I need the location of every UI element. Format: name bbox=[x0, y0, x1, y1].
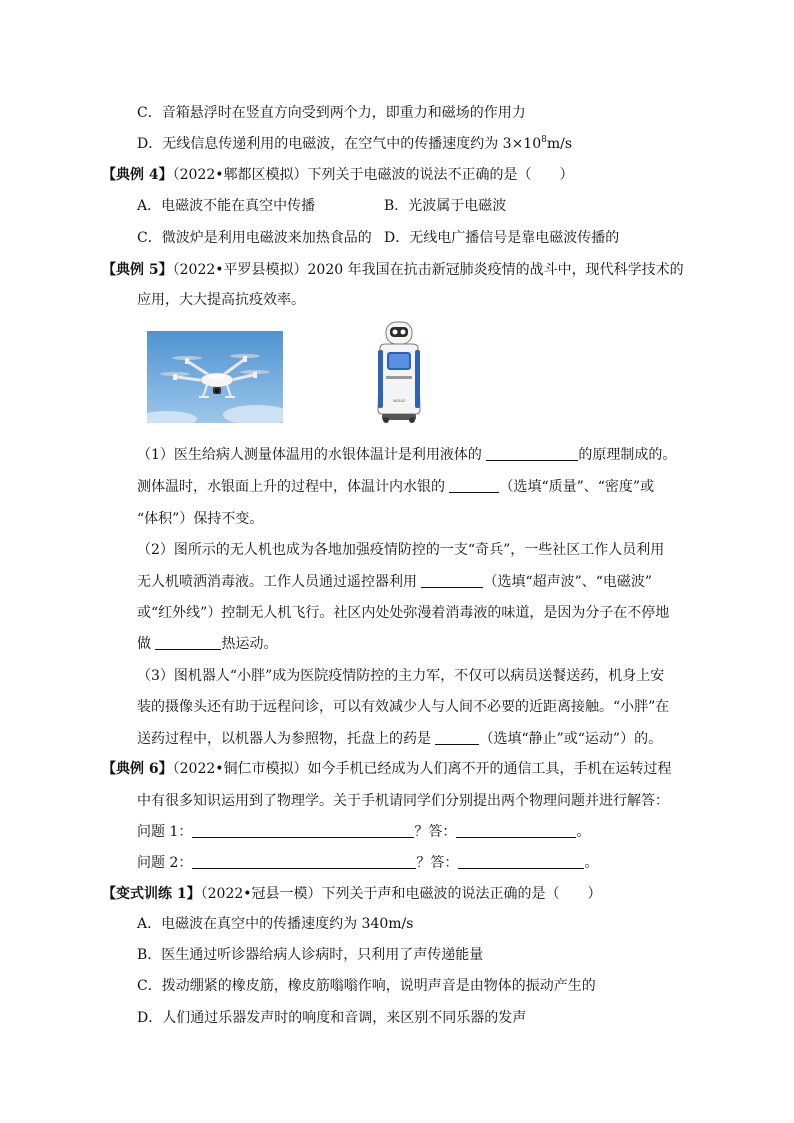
var1-option-d: D．人们通过乐器发声时的响度和音调，来区别不同乐器的发声 bbox=[137, 1010, 527, 1026]
example-4-stem: 【典例 4】（2022•郫都区模拟）下列关于电磁波的说法不正确的是（ ） bbox=[102, 167, 574, 183]
ex4-option-b: B．光波属于电磁波 bbox=[384, 198, 507, 214]
blank-q2-wave[interactable] bbox=[421, 573, 483, 588]
ex3-option-c: C．音箱悬浮时在竖直方向受到两个力，即重力和磁场的作用力 bbox=[137, 105, 526, 121]
ex5-q2-line3: 或“红外线”）控制无人机飞行。社区内处处弥漫着消毒液的味道，是因为分子在不停地 bbox=[137, 605, 670, 621]
ex4-option-a: A．电磁波不能在真空中传播 bbox=[137, 198, 316, 214]
example-6-stem: 【典例 6】（2022•铜仁市模拟）如今手机已经成为人们离不开的通信工具，手机在运转过程 bbox=[102, 761, 672, 777]
ex5-q3-line1: （3）图机器人“小胖”成为医院疫情防控的主力军，不仅可以病员送餐送药，机身上安 bbox=[137, 668, 665, 684]
variant-training-1-stem: 【变式训练 1】（2022•冠县一模）下列关于声和电磁波的说法正确的是（ ） bbox=[102, 886, 602, 902]
drone-image bbox=[147, 331, 283, 423]
ex5-q2-line4: 做 热运动。 bbox=[137, 636, 278, 652]
blank-answer-2[interactable] bbox=[458, 854, 584, 869]
blank-q2-motion[interactable] bbox=[155, 635, 221, 650]
ex5-q2-line2: 无人机喷洒消毒液。工作人员通过遥控器利用 （选填“超声波”、“电磁波” bbox=[137, 574, 653, 590]
ex5-q1-line1: （1）医生给病人测量体温用的水银体温计是利用液体的 的原理制成的。 bbox=[137, 447, 677, 463]
blank-q1-quantity[interactable] bbox=[449, 478, 499, 493]
var1-option-a: A．电磁波在真空中的传播速度约为 340m/s bbox=[137, 916, 414, 932]
blank-q3-reference[interactable] bbox=[435, 730, 479, 745]
var1-option-c: C．拨动绷紧的橡皮筋，橡皮筋嗡嗡作响，说明声音是由物体的振动产生的 bbox=[137, 978, 596, 994]
ex4-option-c: C．微波炉是利用电磁波来加热食品的 bbox=[137, 230, 372, 246]
example-5-stem-cont: 应用，大大提高抗疫效率。 bbox=[137, 292, 305, 308]
example-5-stem: 【典例 5】（2022•平罗县模拟）2020 年我国在抗击新冠肺炎疫情的战斗中，现代科学技术的 bbox=[102, 262, 684, 278]
robot-label: NGUO bbox=[393, 398, 405, 403]
ex3-option-d: D．无线信息传递利用的电磁波，在空气中的传播速度约为 $3\times 10^8m/s$ bbox=[137, 135, 573, 152]
var1-option-b: B．医生通过听诊器给病人诊病时，只利用了声传递能量 bbox=[137, 947, 484, 963]
blank-question-1[interactable] bbox=[192, 823, 414, 838]
ex6-question-2: 问题 2： ？答： 。 bbox=[137, 855, 599, 871]
robot-image bbox=[368, 318, 430, 424]
ex5-q2-line1: （2）图所示的无人机也成为各地加强疫情防控的一支“奇兵”，一些社区工作人员利用 bbox=[137, 542, 665, 558]
ex5-q1-line3: “体积”）保持不变。 bbox=[137, 511, 264, 527]
ex5-q3-line2: 装的摄像头还有助于远程问诊，可以有效减少人与人间不必要的近距离接触。“小胖”在 bbox=[137, 699, 670, 715]
ex6-question-1: 问题 1： ？答： 。 bbox=[137, 824, 591, 840]
ex5-q3-line3: 送药过程中，以机器人为参照物，托盘上的药是 （选填“静止”或“运动”）的。 bbox=[137, 731, 663, 747]
example-6-stem-cont: 中有很多知识运用到了物理学。关于手机请同学们分别提出两个物理问题并进行解答： bbox=[137, 793, 669, 809]
blank-answer-1[interactable] bbox=[456, 823, 576, 838]
blank-question-2[interactable] bbox=[192, 854, 416, 869]
blank-q1-principle[interactable] bbox=[486, 446, 578, 461]
ex4-option-d: D．无线电广播信号是靠电磁波传播的 bbox=[384, 230, 620, 246]
ex5-q1-line2: 测体温时，水银面上升的过程中，体温计内水银的 （选填“质量”、“密度”或 bbox=[137, 479, 655, 495]
